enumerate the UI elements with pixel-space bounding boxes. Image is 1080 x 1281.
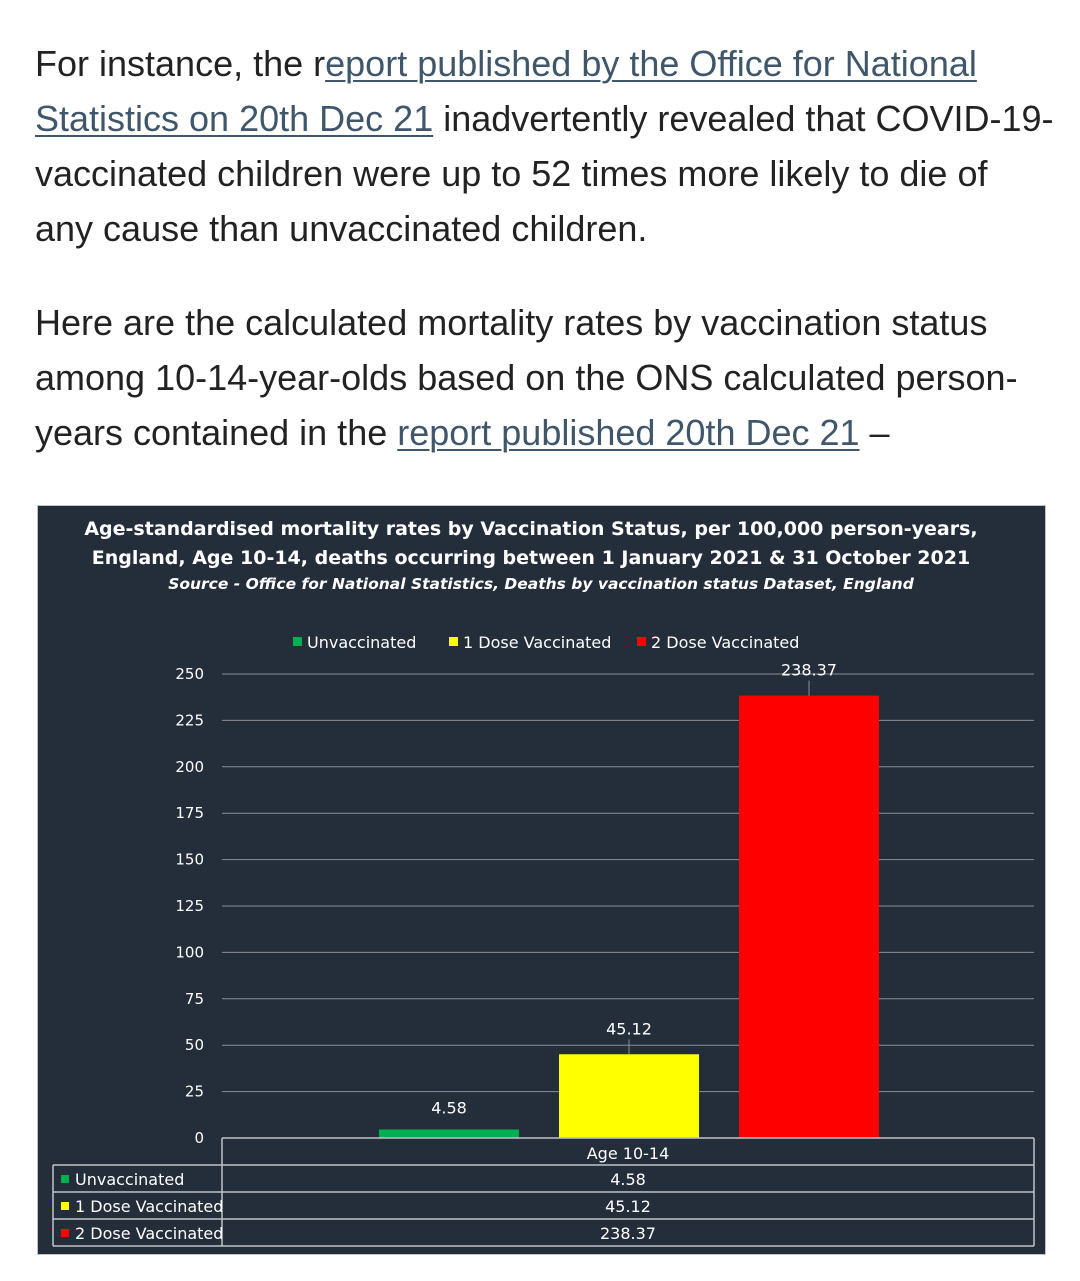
table-value: 4.58 — [610, 1170, 646, 1189]
p1-text-before: For instance, the r — [35, 43, 326, 84]
table-series-name: Unvaccinated — [75, 1170, 185, 1189]
y-tick-label: 25 — [184, 1082, 204, 1101]
table-category-label: Age 10-14 — [586, 1144, 670, 1163]
chart-background — [37, 505, 1046, 1255]
legend-swatch — [449, 637, 458, 646]
bar-2-dose-vaccinated — [739, 696, 879, 1138]
table-swatch — [61, 1175, 69, 1183]
y-tick-label: 50 — [184, 1036, 204, 1055]
chart-title: Age-standardised mortality rates by Vaccination Status, per 100,000 person-years, — [84, 518, 978, 540]
p2-text-after: – — [859, 412, 890, 453]
y-tick-label: 225 — [175, 711, 204, 730]
y-tick-label: 125 — [175, 897, 204, 915]
bar-data-label: 45.12 — [606, 1019, 652, 1039]
legend-label: 2 Dose Vaccinated — [651, 633, 800, 652]
mortality-chart — [37, 505, 1046, 1255]
y-tick-label: 250 — [175, 665, 204, 683]
table-value: 45.12 — [605, 1197, 651, 1216]
table-series-name: 2 Dose Vaccinated — [75, 1224, 224, 1243]
article-text — [35, 36, 1055, 460]
paragraph-2 — [35, 295, 1055, 460]
y-tick-label: 175 — [175, 804, 204, 823]
y-tick-label: 75 — [184, 989, 204, 1008]
chart-subtitle: Source - Office for National Statistics, Deaths by vaccination status Dataset, England — [168, 575, 914, 593]
bar-data-label: 238.37 — [781, 660, 837, 680]
paragraph-1 — [35, 36, 1055, 256]
bar-1-dose-vaccinated — [559, 1054, 699, 1138]
y-tick-label: 100 — [175, 943, 204, 962]
chart-title-line-2: England, Age 10-14, deaths occurring between 1 January 2021 & 31 October 2021 — [91, 547, 971, 569]
y-tick-label: 200 — [175, 757, 204, 776]
table-swatch — [61, 1202, 69, 1210]
report-link[interactable]: report published 20th Dec 21 — [397, 412, 860, 453]
table-swatch — [61, 1229, 69, 1237]
bar-unvaccinated — [379, 1129, 519, 1138]
bar-data-label: 4.58 — [431, 1098, 467, 1118]
table-value: 238.37 — [600, 1224, 656, 1243]
legend-label: Unvaccinated — [307, 633, 417, 652]
chart-legend — [293, 633, 799, 652]
chart-svg — [37, 505, 1046, 1255]
y-tick-label: 0 — [194, 1129, 204, 1147]
p1-text-after: inadvertently revealed that COVID-19-vaccinated children were up to 52 times more likely to die of any cause than unvaccinated children. — [35, 98, 1054, 249]
legend-swatch — [293, 637, 302, 646]
y-tick-label: 150 — [175, 850, 204, 869]
p2-text-before: Here are the calculated mortality rates by vaccination status among 10-14-year-olds based on the ONS calculated person-years contained in the — [35, 302, 1018, 453]
legend-label: 1 Dose Vaccinated — [463, 633, 612, 652]
legend-swatch — [637, 637, 646, 646]
ons-report-link[interactable]: eport published by the Office for National Statistics on 20th Dec 21 — [35, 43, 977, 139]
table-series-name: 1 Dose Vaccinated — [75, 1197, 224, 1216]
